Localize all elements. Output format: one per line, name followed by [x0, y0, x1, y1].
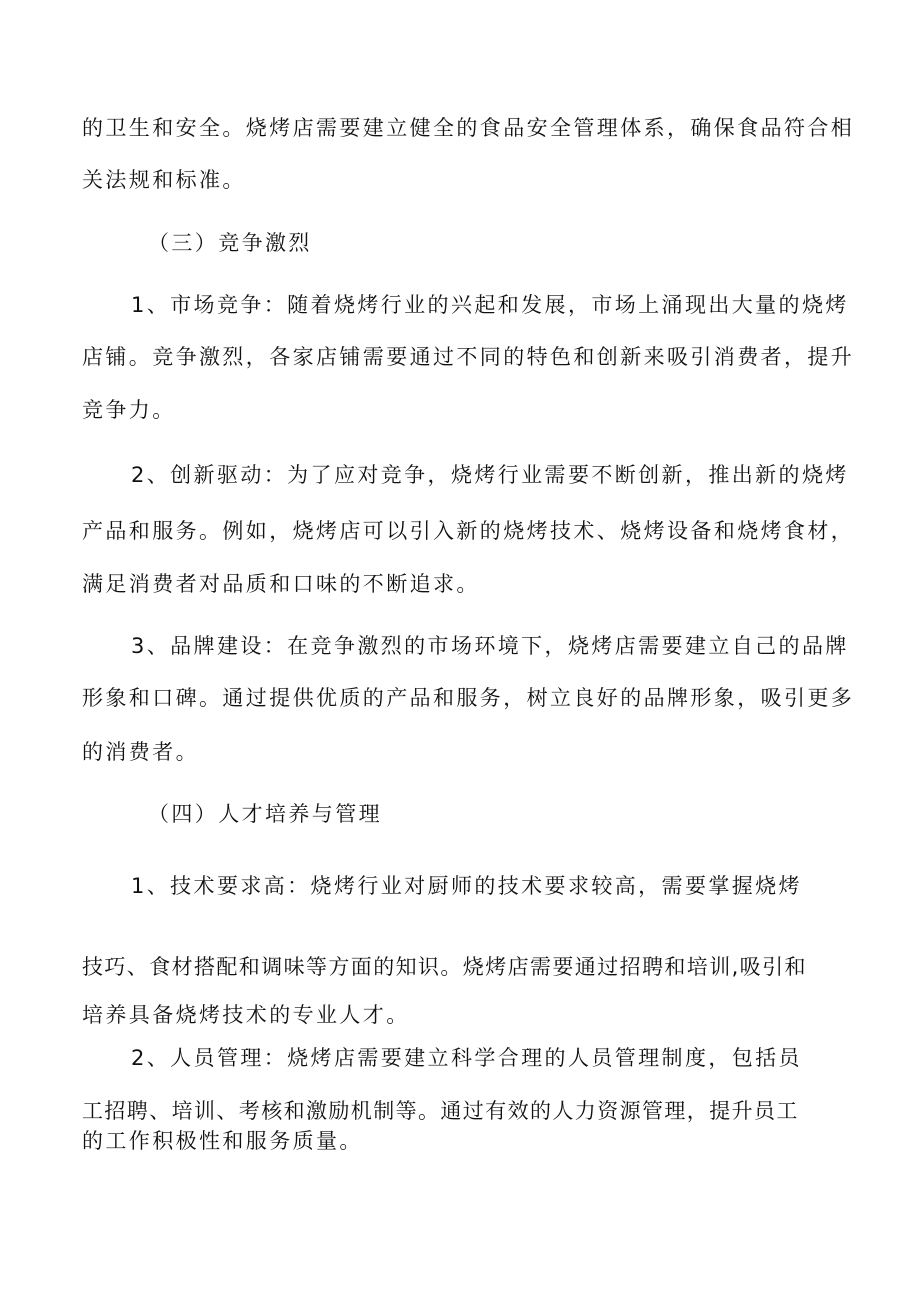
text-line: 形象和口碑。通过提供优质的产品和服务，树立良好的品牌形象，吸引更多 — [82, 686, 855, 710]
text-line: 店铺。竞争激烈，各家店铺需要通过不同的特色和创新来吸引消费者，提升 — [82, 345, 855, 369]
text-line: 2、创新驱动：为了应对竞争，烧烤行业需要不断创新，推出新的烧烤 — [131, 463, 849, 487]
text-line: 2、人员管理：烧烤店需要建立科学合理的人员管理制度，包括员 — [131, 1046, 802, 1070]
text-line: 竞争力。 — [82, 398, 176, 422]
text-line: 3、品牌建设：在竞争激烈的市场环境下，烧烤店需要建立自己的品牌 — [131, 634, 849, 658]
text-line: 1、市场竞争：随着烧烤行业的兴起和发展，市场上涌现出大量的烧烤 — [131, 293, 849, 317]
text-line: 1、技术要求高：烧烤行业对厨师的技术要求较高，需要掌握烧烤 — [131, 874, 802, 898]
text-line: 培养具备烧烤技术的专业人才。 — [82, 1003, 410, 1027]
text-line: 的消费者。 — [82, 740, 199, 764]
section-heading: （三）竞争激烈 — [148, 231, 312, 255]
text-line: 的工作积极性和服务质量。 — [82, 1129, 363, 1153]
text-line: 的卫生和安全。烧烤店需要建立健全的食品安全管理体系，确保食品符合相 — [82, 116, 855, 140]
text-line: 技巧、食材搭配和调味等方面的知识。烧烤店需要通过招聘和培训,吸引和 — [82, 955, 807, 979]
text-line: 产品和服务。例如，烧烤店可以引入新的烧烤技术、烧烤设备和烧烤食材， — [82, 519, 855, 543]
text-line: 满足消费者对品质和口味的不断追求。 — [82, 572, 480, 596]
section-heading: （四）人才培养与管理 — [148, 802, 382, 826]
text-line: 工招聘、培训、考核和激励机制等。通过有效的人力资源管理，提升员工 — [82, 1099, 799, 1123]
text-line: 关法规和标准。 — [82, 168, 246, 192]
